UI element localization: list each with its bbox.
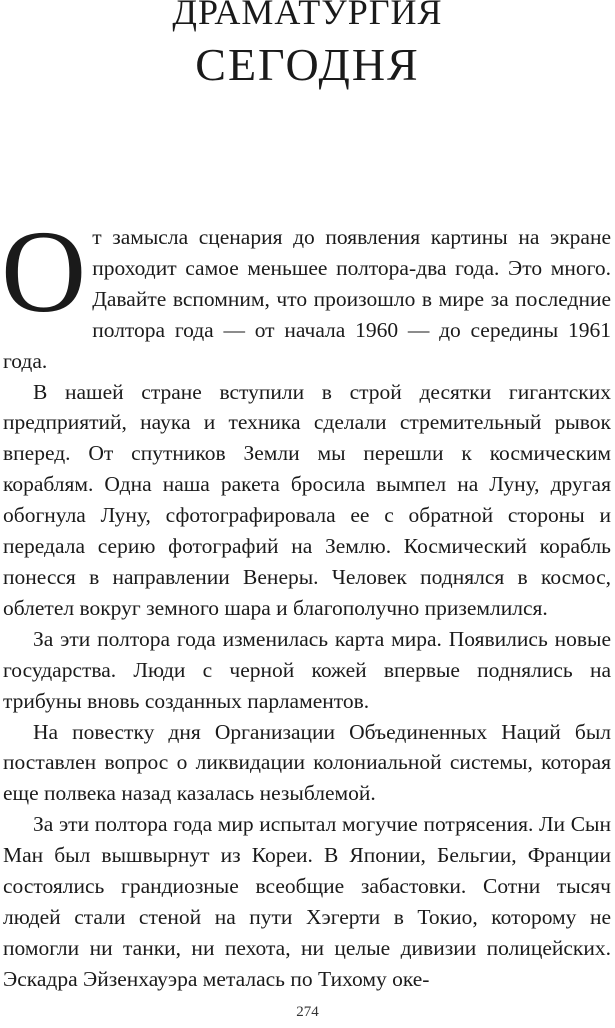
paragraph-4: На повестку дня Организации Объединенных Наций был поставлен вопрос о ликвидации колониальной системы, которая еще полвека назад казалась незыблемой. <box>3 719 611 806</box>
paragraph-1-text: т замысла сценария до появления картины на экране проходит самое меньшее полтора-два года. Это много. Давайте вспомним, что произошло в мире за последние полтора года — от начала 1960 — до середины 1961 года. <box>3 225 611 373</box>
drop-cap: О <box>1 206 87 337</box>
paragraph-1 <box>1 206 611 377</box>
paragraph-3: За эти полтора года изменилась карта мира. Появились новые государства. Люди с черной кожей впервые поднялись на трибуны вновь созданных парламентов. <box>3 626 611 713</box>
body-text <box>1 206 611 995</box>
paragraph-5: За эти полтора года мир испытал могучие потрясения. Ли Сын Ман был вышвырнут из Кореи. В Японии, Бельгии, Франции состоялись грандиозные всеобщие забастовки. Сотни тысяч людей стали стеной на пути Хэгерти в Токио, которому не помогли ни танки, ни пехота, ни целые дивизии полицейских. Эскадра Эйзенхауэра металась по Тихому оке- <box>3 812 611 991</box>
running-title-line-2: СЕГОДНЯ <box>195 39 420 90</box>
running-title-line-1: ДРАМАТУРГИЯ <box>172 0 443 32</box>
page-number: 274 <box>296 1004 319 1020</box>
paragraph-2: В нашей стране вступили в строй десятки гигантских предприятий, наука и техника сделали стремительный рывок вперед. От спутников Земли мы перешли к космическим кораблям. Одна наша ракета бросила вымпел на Луну, другая обогнула Луну, сфотографировала ее с обратной стороны и передала серию фотографий на Землю. Космический корабль понесся в направлении Венеры. Человек поднялся в космос, облетел вокруг земного шара и благополучно приземлился. <box>3 379 611 620</box>
page-header <box>0 0 615 90</box>
